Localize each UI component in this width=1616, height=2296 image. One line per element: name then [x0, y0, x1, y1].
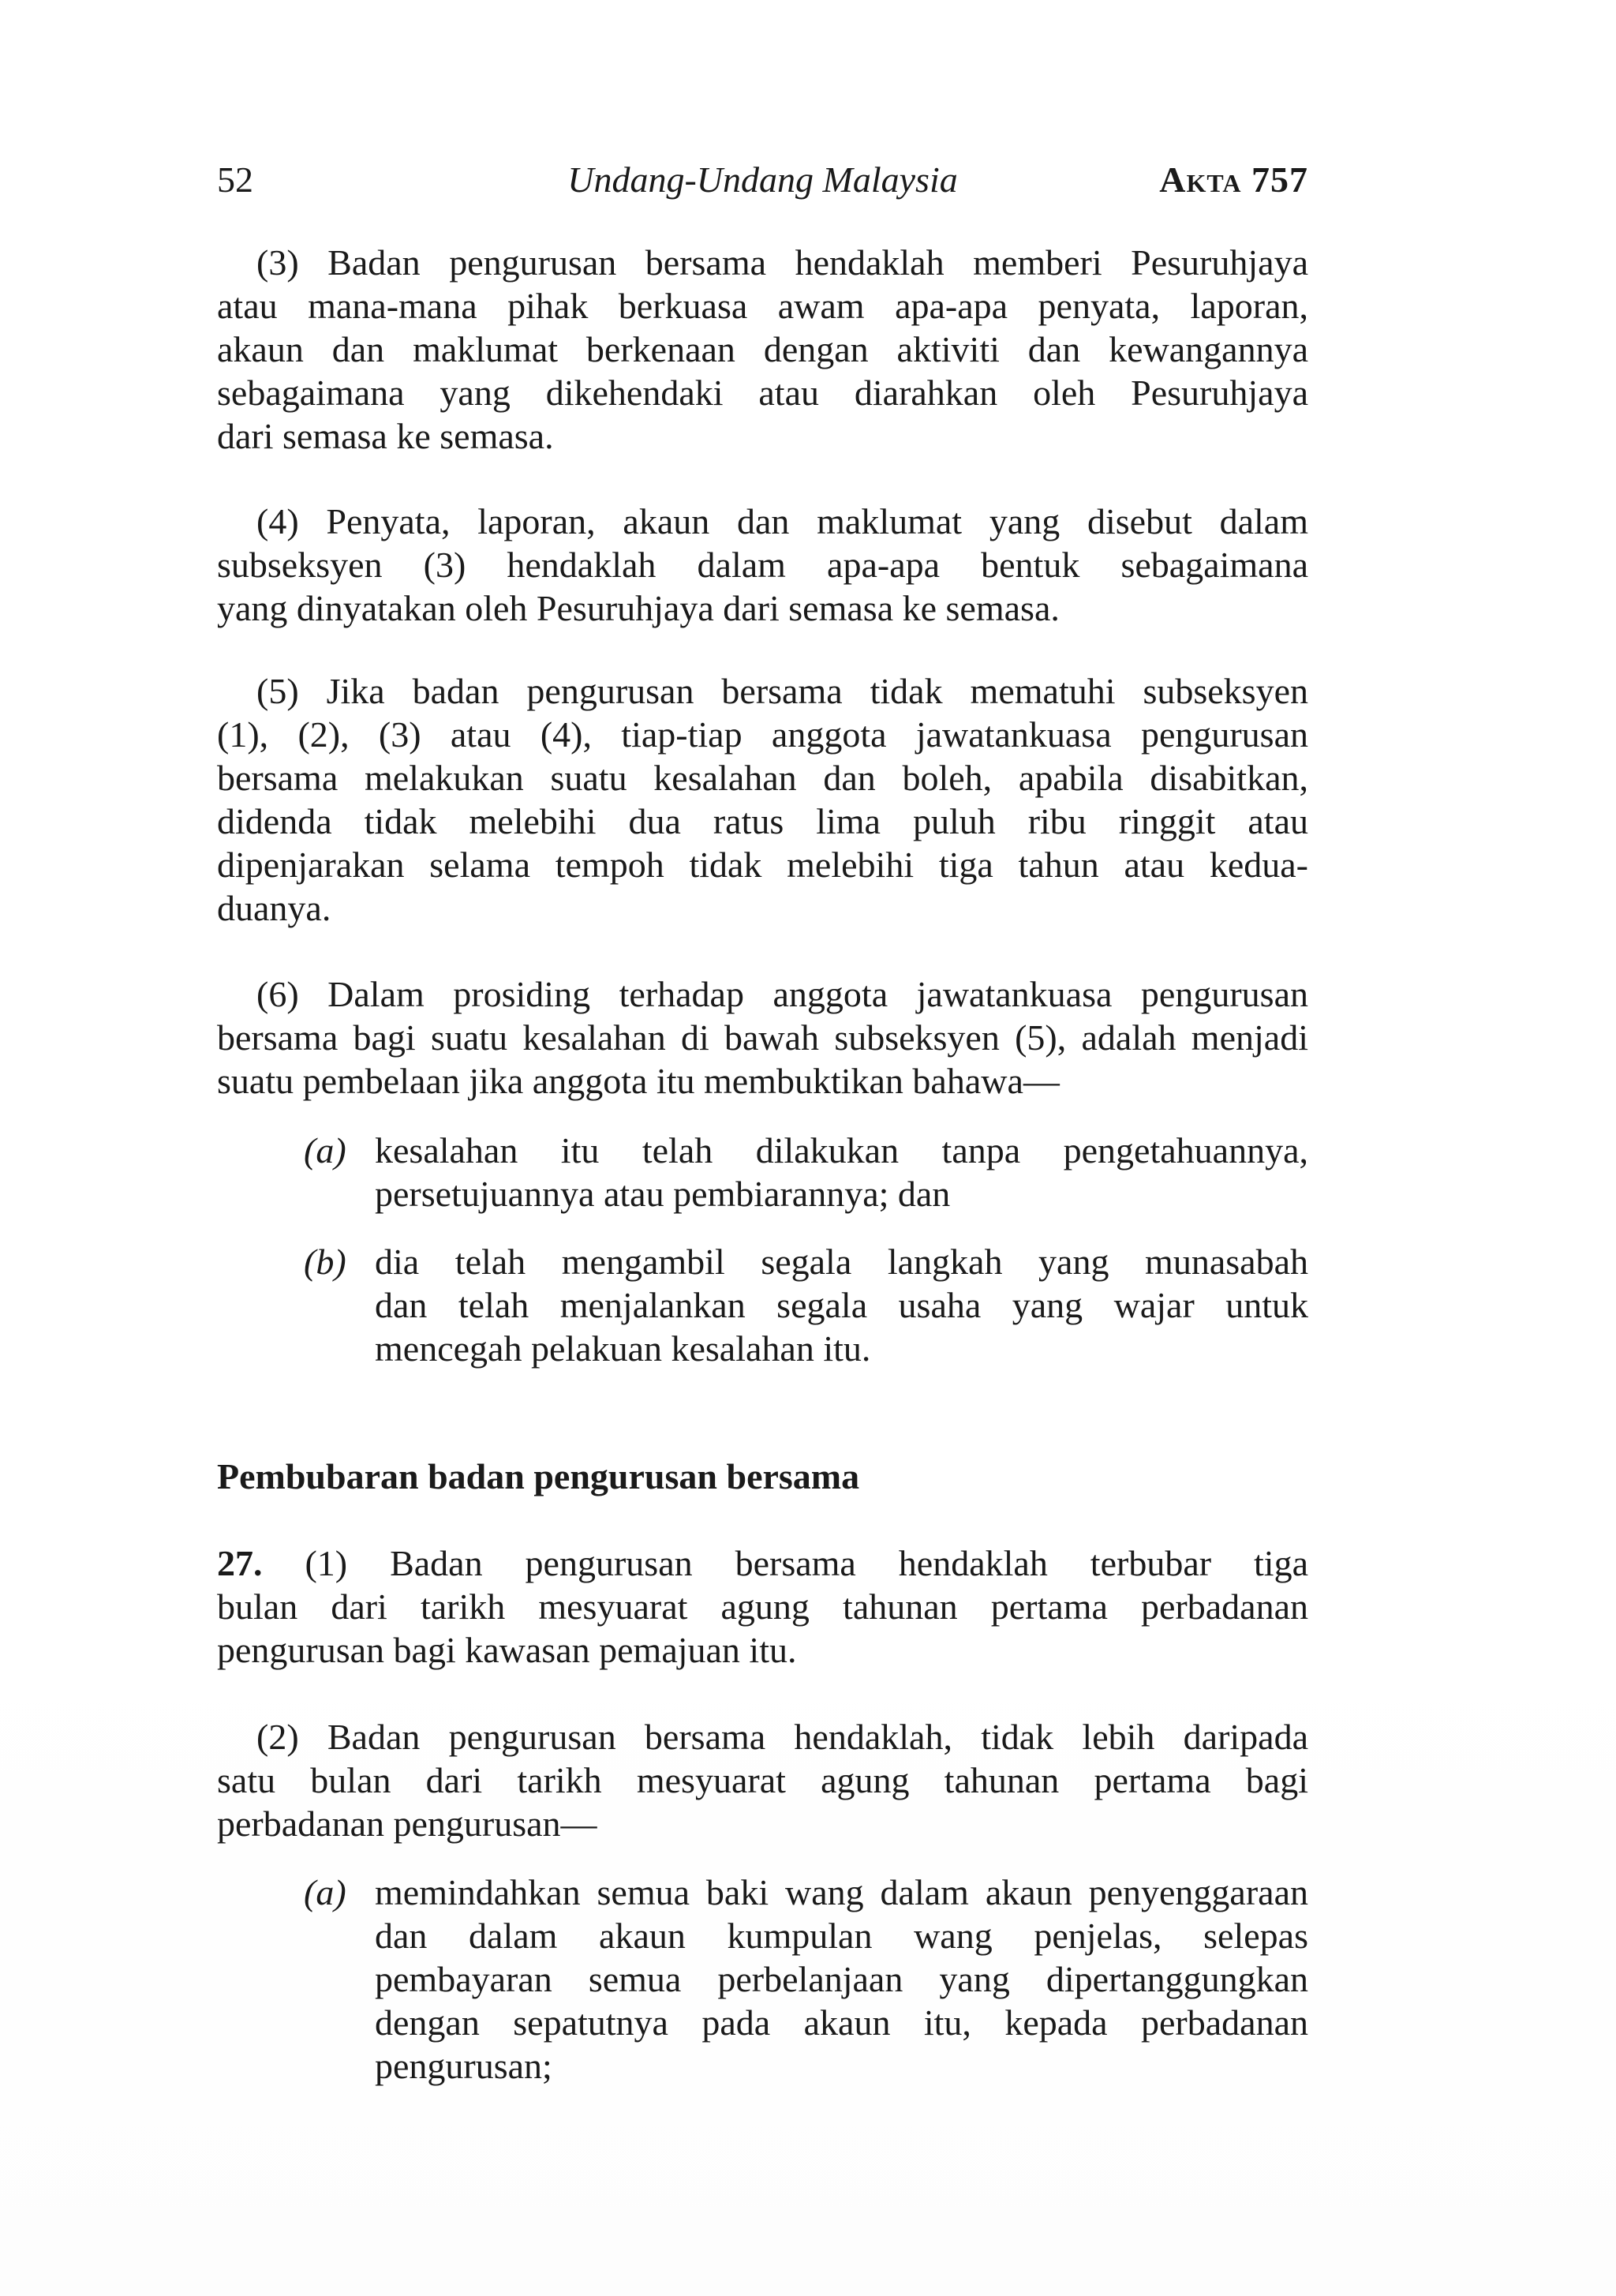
- text-line: (2) Badan pengurusan bersama hendaklah, tidak lebih daripada: [256, 1717, 1308, 1757]
- section-27-subsection-1: [217, 1541, 1308, 1672]
- text-line: (1), (2), (3) atau (4), tiap-tiap anggota jawatankuasa pengurusan: [217, 714, 1308, 755]
- item-text: [375, 1240, 1308, 1370]
- act-number: 757: [1251, 159, 1308, 200]
- text-line: bersama bagi suatu kesalahan di bawah subseksyen (5), adalah menjadi: [217, 1017, 1308, 1058]
- text-line: persetujuannya atau pembiarannya; dan: [375, 1174, 951, 1214]
- text-line: kesalahan itu telah dilakukan tanpa pengetahuannya,: [375, 1130, 1308, 1170]
- subsection-6: [217, 972, 1308, 1103]
- subsection-3: [217, 241, 1308, 458]
- text-line: dan dalam akaun kumpulan wang penjelas, selepas: [375, 1916, 1308, 1956]
- text-line: bulan dari tarikh mesyuarat agung tahunan pertama perbadanan: [217, 1586, 1308, 1627]
- text-line: sebagaimana yang dikehendaki atau diarahkan oleh Pesuruhjaya: [217, 373, 1308, 413]
- text-line: (5) Jika badan pengurusan bersama tidak mematuhi subseksyen: [256, 671, 1308, 711]
- text-line: suatu pembelaan jika anggota itu membuktikan bahawa—: [217, 1061, 1060, 1101]
- text-line: pembayaran semua perbelanjaan yang dipertanggungkan: [375, 1959, 1308, 1999]
- text-line: bersama melakukan suatu kesalahan dan boleh, apabila disabitkan,: [217, 758, 1308, 798]
- text-line: dia telah mengambil segala langkah yang munasabah: [375, 1242, 1308, 1282]
- text-line: akaun dan maklumat berkenaan dengan aktiviti dan kewangannya: [217, 329, 1308, 369]
- text-line: pengurusan bagi kawasan pemajuan itu.: [217, 1630, 797, 1670]
- text-line: pengurusan;: [375, 2046, 552, 2086]
- item-text: [375, 1871, 1308, 2088]
- text-line: yang dinyatakan oleh Pesuruhjaya dari semasa ke semasa.: [217, 588, 1060, 628]
- text-line: dan telah menjalankan segala usaha yang wajar untuk: [375, 1285, 1308, 1325]
- text-line: (6) Dalam prosiding terhadap anggota jawatankuasa pengurusan: [256, 974, 1308, 1014]
- text-line: memindahkan semua baki wang dalam akaun penyenggaraan: [375, 1872, 1308, 1912]
- item-label: (a): [304, 1872, 346, 1912]
- text-line: atau mana-mana pihak berkuasa awam apa-apa penyata, laporan,: [217, 286, 1308, 326]
- text-line: duanya.: [217, 888, 331, 928]
- text-line: (4) Penyata, laporan, akaun dan maklumat yang disebut dalam: [256, 501, 1308, 541]
- text-run: (1) Badan pengurusan bersama hendaklah terbubar tiga: [262, 1543, 1308, 1583]
- page-header: [217, 156, 1308, 204]
- subsection-5: [217, 669, 1308, 930]
- subsection-4: [217, 500, 1308, 630]
- text-line: mencegah pelakuan kesalahan itu.: [375, 1328, 871, 1369]
- item-text: [375, 1129, 1308, 1215]
- item-label: (b): [304, 1242, 346, 1282]
- section-heading: Pembubaran badan pengurusan bersama: [217, 1456, 860, 1496]
- text-line: (3) Badan pengurusan bersama hendaklah memberi Pesuruhjaya: [256, 242, 1308, 283]
- text-line: didenda tidak melebihi dua ratus lima puluh ribu ringgit atau: [217, 801, 1308, 841]
- item-label: (a): [304, 1130, 346, 1170]
- running-title: Undang-Undang Malaysia: [567, 159, 958, 200]
- text-line: perbadanan pengurusan—: [217, 1803, 597, 1844]
- text-line: dari semasa ke semasa.: [217, 416, 554, 456]
- page-number: 52: [217, 159, 253, 200]
- section-number: 27.: [217, 1543, 263, 1583]
- act-reference: [1159, 156, 1308, 204]
- text-line: dipenjarakan selama tempoh tidak melebihi tiga tahun atau kedua-: [217, 845, 1308, 885]
- section-27-subsection-2: [217, 1715, 1308, 1845]
- text-line: satu bulan dari tarikh mesyuarat agung tahunan pertama bagi: [217, 1760, 1308, 1800]
- act-word: Akta: [1159, 159, 1242, 200]
- text-line: dengan sepatutnya pada akaun itu, kepada perbadanan: [375, 2002, 1308, 2043]
- text-line: [217, 1541, 1308, 1585]
- text-line: subseksyen (3) hendaklah dalam apa-apa bentuk sebagaimana: [217, 545, 1308, 585]
